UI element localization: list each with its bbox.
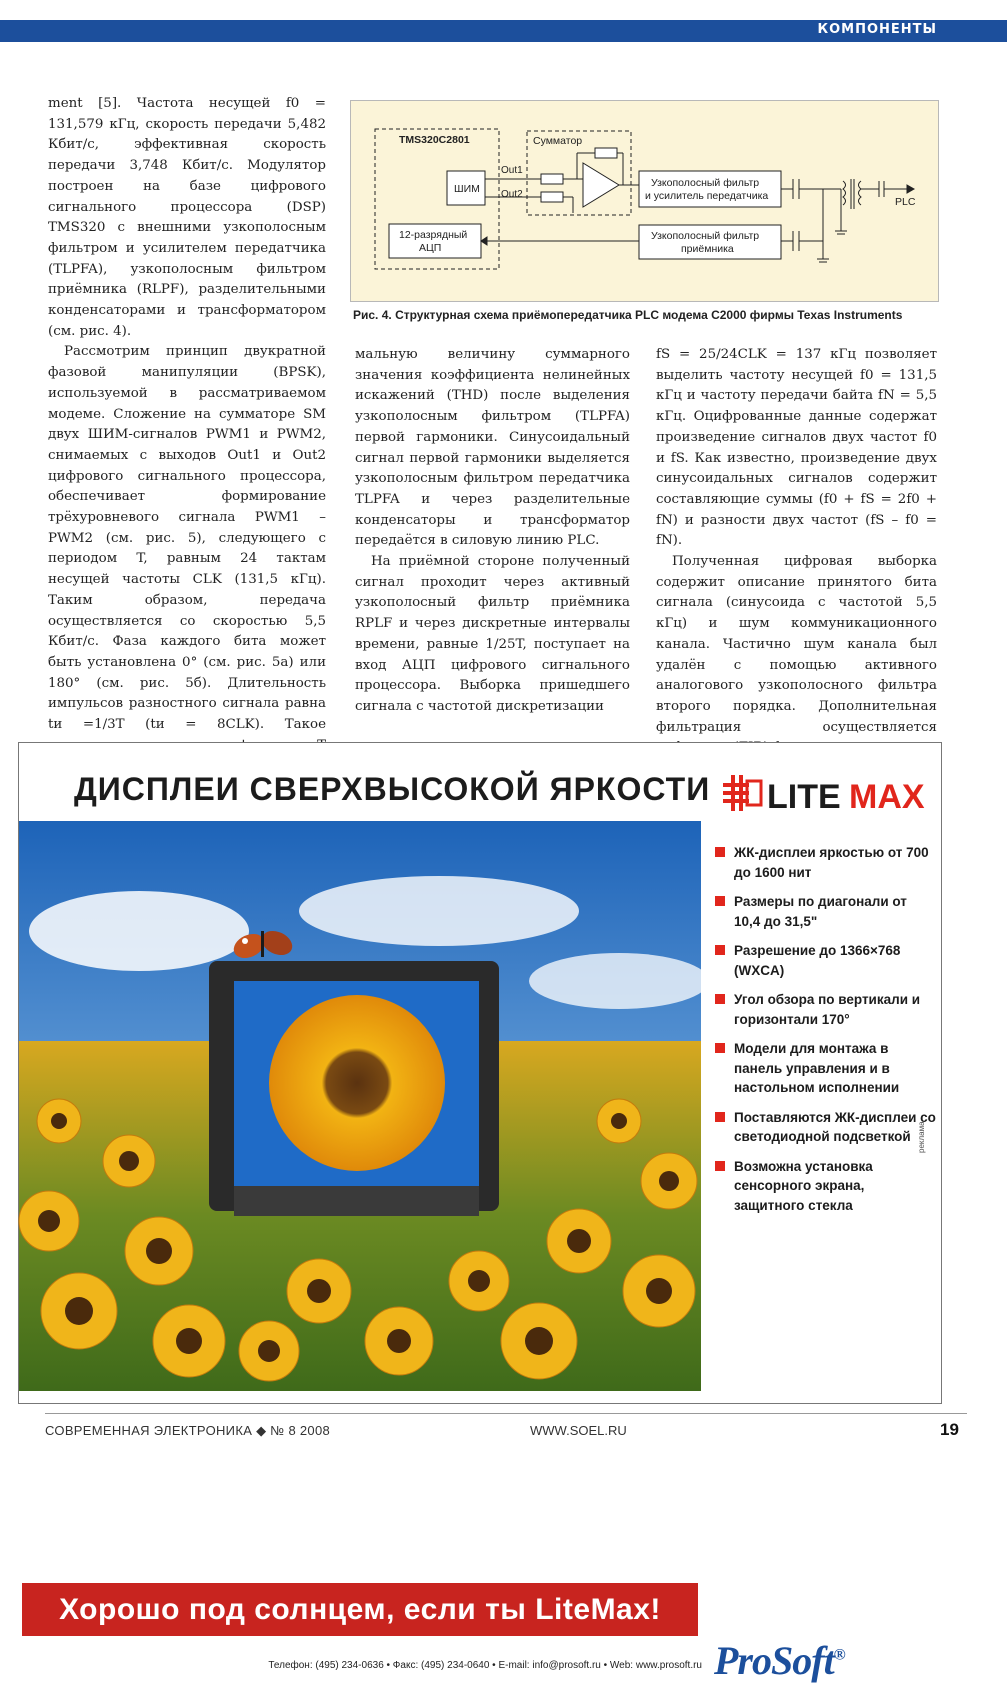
col1-paragraph-1: ment [5]. Частота несущей f0 = 131,579 кГц, скорость передачи 5,482 Кбит/с, эффективная скорость передачи 3,748 Кбит/с. Модулятор построен на базе цифрового сигнального процессора (DSP) TMS320 с внешними узкополосным фильтром и усилителем передатчика (TLPFA), узкополосным фильтром приёмника (RLPF), разделительными конденсаторами и трансформатором (см. рис. 4). — [48, 96, 326, 339]
dsp-label: TMS320C2801 — [399, 134, 470, 146]
tx-filter-label-1: Узкополосный фильтр — [651, 177, 760, 189]
rx-filter-label-1: Узкополосный фильтр — [651, 230, 760, 242]
resistor-2 — [541, 192, 563, 202]
ad-contacts: Телефон: (495) 234-0636 • Факс: (495) 234-0640 • E-mail: info@prosoft.ru • Web: www.prosoft.ru — [268, 1660, 702, 1671]
feature-list — [714, 843, 936, 1225]
col3-paragraph-2: Полученная цифровая выборка содержит описание принятого бита сигнала (синусоида с частотой 5,5 кГц) и шум коммуникационного канала. Частично шум канала был удалён с помощью активного аналогового узкополосного фильтра второго порядка. Дополнительная фильтрация осуществляется — [656, 554, 937, 735]
figure-caption: Рис. 4. Структурная схема приёмопередатчика PLC модема C2000 фирмы Texas Instruments — [353, 308, 903, 322]
feature-item: Угол обзора по вертикали и горизонтали 170° — [714, 990, 936, 1029]
adc-label-1: 12-разрядный — [399, 229, 468, 241]
litemax-logo — [719, 771, 929, 821]
sunflower-field-photo — [19, 821, 701, 1391]
registered-mark: ® — [833, 1646, 845, 1664]
bullet-square-icon — [715, 847, 725, 857]
bullet-square-icon — [715, 945, 725, 955]
feature-item: ЖК-дисплеи яркостью от 700 до 1600 нит — [714, 843, 936, 882]
bullet-square-icon — [715, 1043, 725, 1053]
prosoft-logo-text: ProSoft — [714, 1638, 834, 1683]
feature-item: Поставляются ЖК-дисплеи со светодиодной подсветкой — [714, 1108, 936, 1147]
tx-filter-label-2: и усилитель передатчика — [645, 190, 769, 202]
op-amp — [583, 163, 619, 207]
litemax-logo-lite: LITE — [767, 778, 841, 816]
resistor-1 — [541, 174, 563, 184]
col3-paragraph-1: fS = 25/24CLK = 137 кГц позволяет выделить частоту несущей f0 = 131,5 кГц и частоту передачи байта fN = 5,5 кГц. Оцифрованные данные содержат произведение сигналов двух частот f0 и fS. Как известно, произведение двух синусоидальных сигналов содержит составляющие суммы (f0 + fS = 2f0 + fN) и разности двух частот (fS – f0 = fN). — [656, 347, 937, 549]
footer-magazine: СОВРЕМЕННАЯ ЭЛЕКТРОНИКА ◆ № 8 2008 — [45, 1423, 331, 1438]
out1-label: Out1 — [501, 165, 523, 176]
bullet-square-icon — [715, 1112, 725, 1122]
page-number: 19 — [940, 1420, 959, 1439]
feature-item: Размеры по диагонали от 10,4 до 31,5" — [714, 892, 936, 931]
bullet-square-icon — [715, 896, 725, 906]
prosoft-logo — [714, 1637, 845, 1684]
pwm-label: ШИМ — [454, 183, 480, 195]
adc-label-2: АЦП — [419, 242, 442, 254]
monitor-sunflower — [269, 995, 445, 1171]
text-column-3 — [656, 345, 937, 759]
footer-divider — [45, 1413, 967, 1414]
out2-label: Out2 — [501, 189, 523, 200]
col2-paragraph-1: мальную величину суммарного значения коэффициента нелинейных искажений (THD) после выделения узкополосным фильтром (TLPFA) первой гармоники. Синусоидальный сигнал первой гармоники выделяется узкополосным фильтром передатчика TLPFA и через разделительные конденсаторы и трансформатор передаётся в силовую линию PLC. — [355, 347, 630, 549]
section-label: КОМПОНЕНТЫ — [817, 22, 937, 37]
advertisement-mark: реклама — [917, 1121, 926, 1153]
block-diagram-svg — [351, 101, 938, 301]
ad-headline: ДИСПЛЕИ СВЕРХВЫСОКОЙ ЯРКОСТИ — [74, 771, 711, 807]
adder-label: Сумматор — [533, 135, 583, 147]
feature-item: Возможна установка сенсорного экрана, защитного стекла — [714, 1157, 936, 1216]
rx-filter-label-2: приёмника — [681, 243, 734, 255]
col2-paragraph-2: На приёмной стороне полученный сигнал проходит через активный узкополосный фильтр приёмника RPLF и через дискретные интервалы времени, равные 1/25T, поступает на вход АЦП цифрового сигнального процессора. Выборка пришедшего сигнала с частотой дискретизации — [355, 554, 630, 714]
text-column-1 — [48, 94, 326, 777]
text-column-2 — [355, 345, 630, 718]
feature-item: Разрешение до 1366×768 (WXCA) — [714, 941, 936, 980]
figure-block-diagram — [350, 100, 939, 302]
plc-label: PLC — [895, 196, 916, 208]
footer-website[interactable]: WWW.SOEL.RU — [530, 1423, 627, 1438]
bullet-square-icon — [715, 994, 725, 1004]
col1-paragraph-2: Рассмотрим принцип двукратной фазовой манипуляции (BPSK), используемой в рассматриваемом модеме. Сложение на сумматоре SM двух ШИМ-сигналов PWM1 и PWM2, снимаемых с выходов Out1 и Out2 цифрового сигнального процессора, обеспечивает формирование трёхуровневого сигнала PWM1 – PWM2 (см. рис. 5), следующего с периодом T, равным 24 тактам несущей частоты CLK (131,5 кГц). Таким образом, передача осуществляется со скоростью 5,5 Кбит/с. Фаза каждого бита может быть установлена 0° (см. рис. 5а) или 180° (см. рис. 5б). Длительность импульсов разностного сигнала равна tи =1/3T (tи = 8CLK). Такое — [48, 344, 326, 733]
bullet-square-icon — [715, 1161, 725, 1171]
feature-item: Модели для монтажа в панель управления и в настольном исполнении — [714, 1039, 936, 1098]
ad-slogan: Хорошо под солнцем, если ты LiteMax! — [22, 1583, 698, 1636]
feedback-resistor — [595, 148, 617, 158]
litemax-logo-max: MAX — [849, 778, 925, 816]
